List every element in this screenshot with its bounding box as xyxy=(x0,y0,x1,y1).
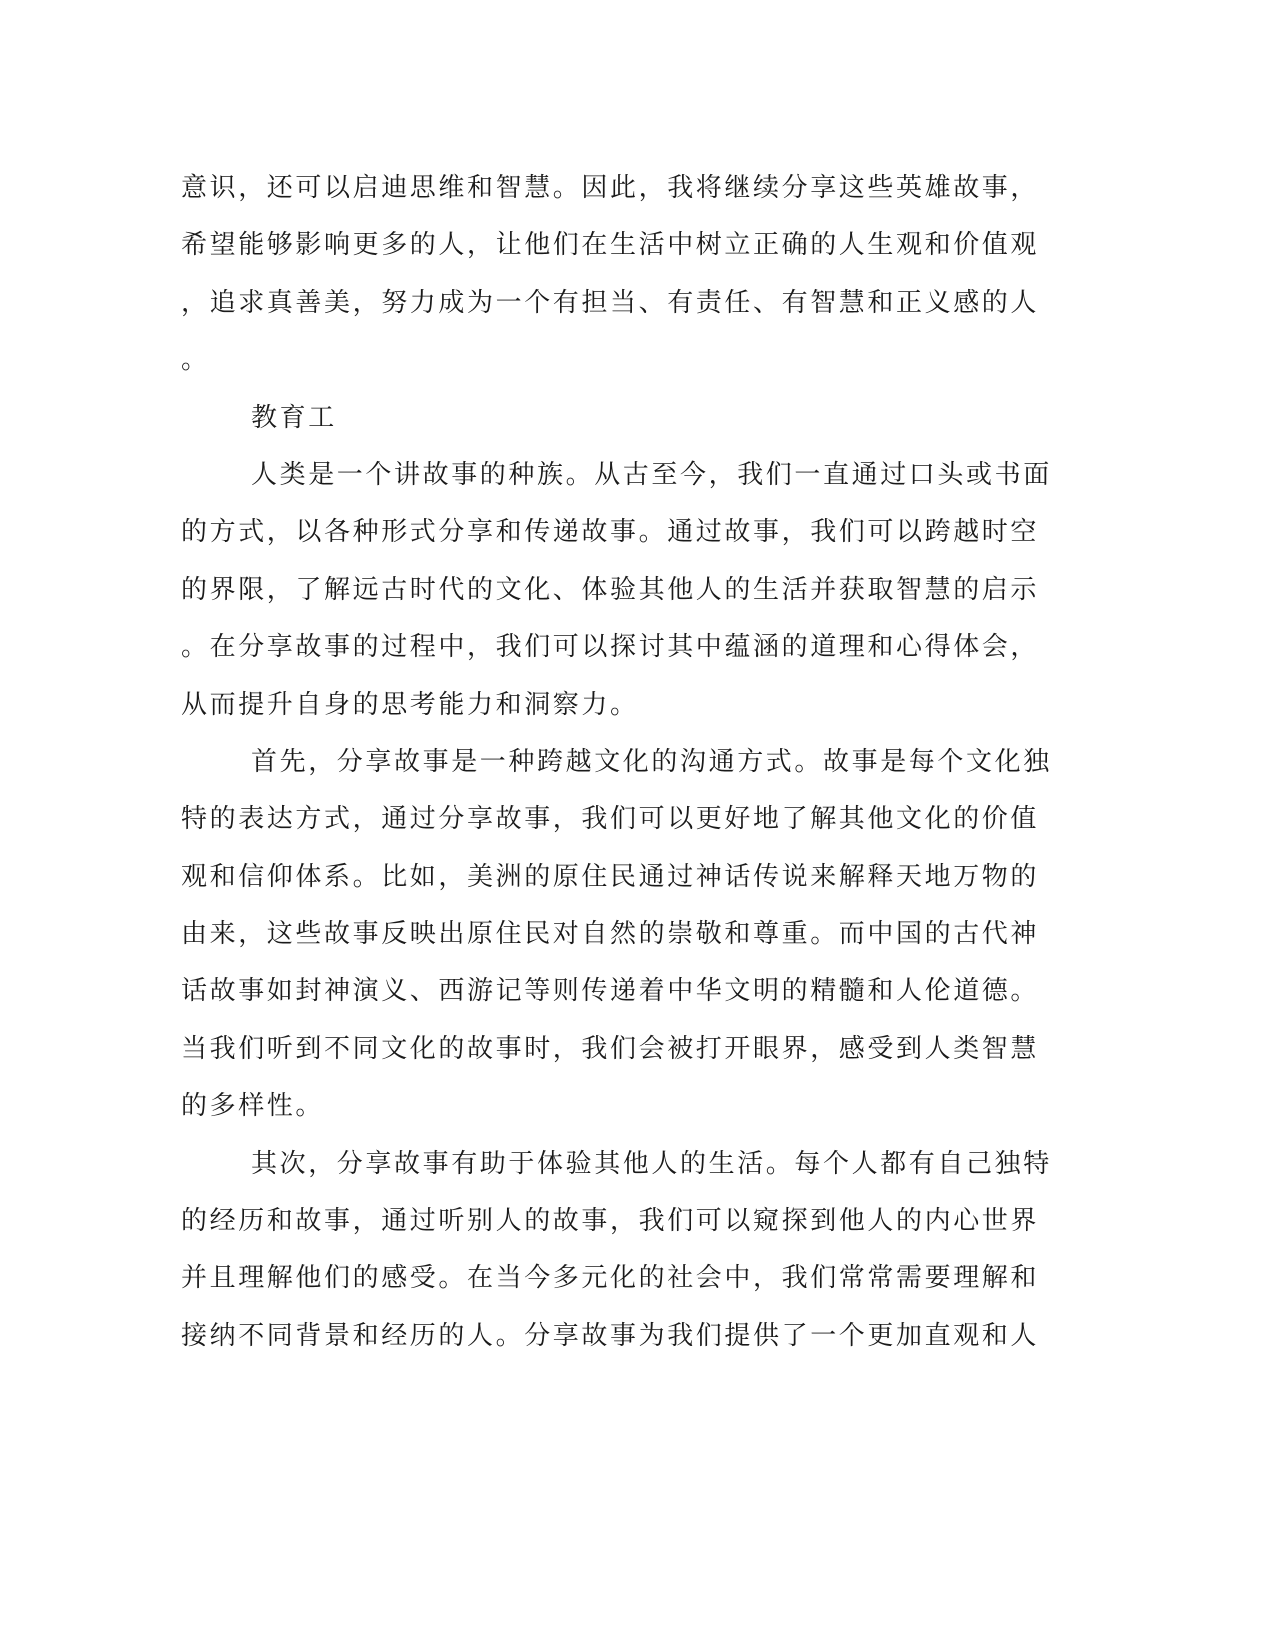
paragraph-first-line: 其次，分享故事有助于体验其他人的生活。每个人都有自己独特 xyxy=(251,1148,1052,1179)
text-line: 并且理解他们的感受。在当今多元化的社会中，我们常常需要理解和 xyxy=(181,1263,1040,1294)
text-line: 意识，还可以启迪思维和智慧。因此，我将继续分享这些英雄故事， xyxy=(181,173,1040,203)
text-line: 。 xyxy=(181,345,210,376)
text-line: 特的表达方式，通过分享故事，我们可以更好地了解其他文化的价值 xyxy=(181,804,1040,835)
text-line: 。在分享故事的过程中，我们可以探讨其中蕴涵的道理和心得体会， xyxy=(181,632,1040,663)
text-line: 的经历和故事，通过听别人的故事，我们可以窥探到他人的内心世界 xyxy=(181,1206,1040,1237)
paragraph-first-line: 首先，分享故事是一种跨越文化的沟通方式。故事是每个文化独 xyxy=(251,746,1052,777)
text-line: 话故事如封神演义、西游记等则传递着中华文明的精髓和人伦道德。 xyxy=(181,976,1040,1007)
text-line: 当我们听到不同文化的故事时，我们会被打开眼界，感受到人类智慧 xyxy=(181,1033,1040,1064)
text-line: 从而提升自身的思考能力和洞察力。 xyxy=(181,689,639,720)
text-line: 由来，这些故事反映出原住民对自然的崇敬和尊重。而中国的古代神 xyxy=(181,919,1040,950)
paragraph-first-line: 人类是一个讲故事的种族。从古至今，我们一直通过口头或书面 xyxy=(251,459,1052,490)
text-line: 希望能够影响更多的人，让他们在生活中树立正确的人生观和价值观 xyxy=(181,230,1040,261)
text-line: 的方式，以各种形式分享和传递故事。通过故事，我们可以跨越时空 xyxy=(181,517,1040,548)
document-body xyxy=(181,160,1052,1365)
text-line: 的界限，了解远古时代的文化、体验其他人的生活并获取智慧的启示 xyxy=(181,574,1040,605)
text-line: 接纳不同背景和经历的人。分享故事为我们提供了一个更加直观和人 xyxy=(181,1320,1040,1351)
section-heading: 教育工 xyxy=(251,402,337,433)
text-line: ，追求真善美，努力成为一个有担当、有责任、有智慧和正义感的人 xyxy=(181,287,1040,318)
text-line: 的多样性。 xyxy=(181,1091,325,1122)
text-line: 观和信仰体系。比如，美洲的原住民通过神话传说来解释天地万物的 xyxy=(181,861,1040,892)
